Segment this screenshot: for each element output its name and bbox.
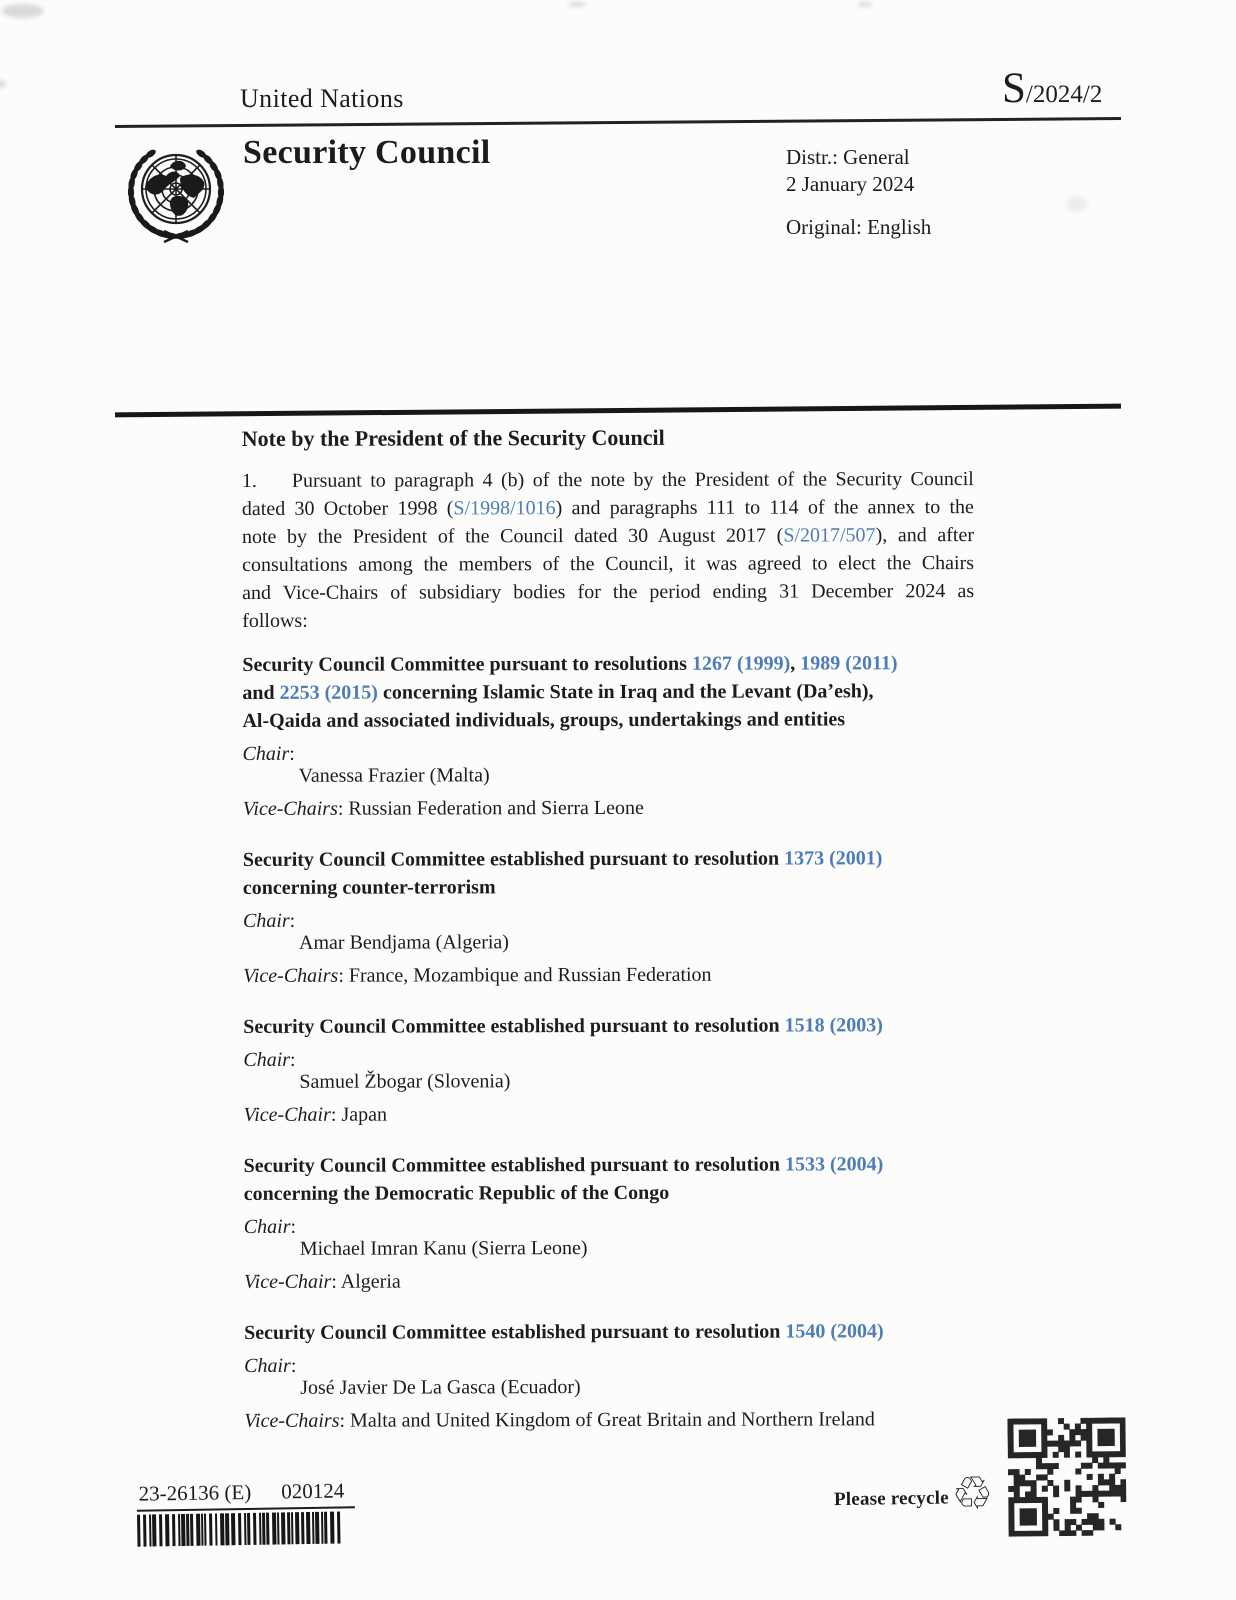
- text-run: Security Council Committee established pursuant to resolution: [243, 1153, 785, 1177]
- paragraph-line: [242, 521, 974, 551]
- org-name: United Nations: [240, 84, 404, 113]
- barcode-bar: [315, 1512, 320, 1544]
- chair-label-text: Chair: [243, 1215, 291, 1238]
- committee-heading-line: [242, 705, 962, 735]
- resolution-link[interactable]: 1989 (2011): [800, 652, 898, 675]
- barcode-bar: [196, 1514, 201, 1546]
- resolution-link[interactable]: S/1998/1016: [453, 497, 556, 520]
- barcode-bar: [247, 1513, 251, 1545]
- note-title: Note by the President of the Security Council: [241, 424, 665, 451]
- chair-label-text: Chair: [243, 1048, 291, 1071]
- barcode-bar: [159, 1514, 163, 1546]
- barcode-bar: [225, 1513, 230, 1545]
- barcode-bar: [190, 1514, 194, 1546]
- please-recycle-label: Please recycle: [833, 1487, 949, 1511]
- barcode-bar: [287, 1512, 291, 1544]
- vice-chairs-label: Vice-Chairs: [244, 1409, 340, 1432]
- committee-heading: [244, 1317, 964, 1347]
- chair-name: Samuel Žbogar (Slovenia): [299, 1070, 511, 1093]
- committee-section: [244, 1317, 980, 1432]
- vice-chairs-row: [243, 796, 979, 820]
- barcode-bar: [231, 1513, 236, 1545]
- vice-chairs-row: [244, 1408, 980, 1432]
- vice-chairs-value: : France, Mozambique and Russian Federation: [338, 963, 712, 987]
- committee-heading-line: [244, 1150, 964, 1180]
- resolution-link[interactable]: S/2017/507: [783, 524, 876, 547]
- paragraph-line: [242, 577, 974, 607]
- text-run: concerning Islamic State in Iraq and the Levant (Da’esh),: [377, 680, 874, 704]
- committee-heading: [242, 649, 962, 735]
- text-run: concerning counter-terrorism: [242, 876, 496, 899]
- print-date-code: 020124: [281, 1478, 345, 1504]
- barcode-bar: [337, 1512, 341, 1544]
- committee-heading-line: [242, 649, 962, 679]
- vice-chairs-label: Vice-Chairs: [242, 797, 338, 820]
- vice-chairs-value: : Algeria: [331, 1270, 401, 1293]
- separator-rule: [115, 404, 1121, 418]
- organ-name: Security Council: [243, 134, 491, 171]
- paragraph-line: [242, 605, 974, 635]
- text-run: Security Council Committee established pursuant to resolution: [243, 1014, 785, 1038]
- recycle-group: [833, 1465, 994, 1521]
- scan-smudge: [1066, 196, 1088, 212]
- chair-label: Chair:: [242, 909, 296, 932]
- resolution-link[interactable]: 1540 (2004): [785, 1320, 884, 1343]
- resolution-link[interactable]: 2253 (2015): [279, 681, 378, 704]
- barcode-bar: [291, 1512, 294, 1544]
- un-emblem-icon: [114, 127, 238, 253]
- resolution-link[interactable]: 1533 (2004): [784, 1153, 884, 1176]
- vice-chairs-value: : Japan: [330, 1103, 388, 1126]
- main-content: [242, 423, 981, 1432]
- chair-name: Amar Bendjama (Algeria): [299, 931, 509, 954]
- text-run: ), and after: [875, 524, 975, 547]
- vice-chairs-row: [243, 1102, 979, 1126]
- original-line: Original: English: [786, 215, 932, 239]
- barcode-bar: [186, 1514, 190, 1546]
- text-run: note by the President of the Council dated 30 August 2017 (: [241, 524, 784, 548]
- barcode-bar: [306, 1512, 311, 1544]
- doc-symbol-number: /2024/2: [1025, 81, 1103, 108]
- text-run: concerning the Democratic Republic of the Congo: [243, 1181, 670, 1205]
- chair-label: Chair:: [244, 1354, 297, 1377]
- committee-heading-line: [243, 872, 963, 902]
- text-run: follows:: [242, 609, 308, 632]
- paragraph-line: [242, 493, 974, 523]
- committee-heading: [243, 1011, 963, 1041]
- barcode-bar: [253, 1513, 257, 1545]
- committee-heading-line: [243, 844, 963, 874]
- barcode-bar: [281, 1512, 286, 1544]
- committee-section: [242, 649, 978, 820]
- barcode-bar: [324, 1512, 328, 1544]
- chair-name: José Javier De La Gasca (Ecuador): [300, 1376, 581, 1399]
- committee-heading-line: [244, 1178, 964, 1208]
- barcode-bar: [266, 1513, 270, 1545]
- vice-chairs-label: Vice-Chair: [243, 1103, 331, 1126]
- barcode-bar: [220, 1513, 225, 1545]
- resolution-link[interactable]: 1267 (1999): [691, 652, 791, 675]
- paragraph-1: [242, 465, 974, 635]
- doc-symbol-letter: S: [1002, 65, 1026, 112]
- distr-line: Distr.: General: [786, 145, 910, 169]
- distr-block: [786, 144, 914, 198]
- vice-chairs-label: Vice-Chairs: [243, 964, 339, 987]
- barcode-bar: [215, 1513, 218, 1545]
- barcode-bar: [272, 1513, 277, 1545]
- barcode-bar: [209, 1514, 213, 1546]
- text-run: Security Council Committee established pursuant to resolution: [242, 847, 785, 871]
- text-run: Pursuant to paragraph 4 (b) of the note by the President of the Security Council: [291, 468, 974, 492]
- committee-section: [243, 844, 979, 987]
- barcode-bar: [277, 1512, 280, 1544]
- recycle-icon: ♲: [951, 1465, 994, 1521]
- committee-section: [244, 1150, 980, 1293]
- text-run: and: [242, 681, 280, 704]
- scan-smudge: [2, 4, 44, 18]
- paragraph-number: 1.: [241, 469, 257, 492]
- barcode-bar: [262, 1513, 266, 1545]
- paragraph-line: [242, 549, 974, 579]
- vice-chairs-row: [244, 1269, 980, 1293]
- text-run: dated 30 October 1998 (: [241, 497, 454, 520]
- barcode-bar: [301, 1512, 305, 1544]
- text-run: consultations among the members of the Council, it was agreed to elect the Chairs: [242, 552, 975, 576]
- barcode-bar: [172, 1514, 176, 1546]
- committee-heading: [244, 1150, 964, 1208]
- chair-label: Chair:: [243, 1048, 296, 1071]
- chair-name: Michael Imran Kanu (Sierra Leone): [299, 1237, 588, 1260]
- barcode-bar: [295, 1512, 300, 1544]
- text-run: ,: [790, 652, 801, 675]
- text-run: ) and paragraphs 111 to 114 of the annex to the: [555, 496, 974, 520]
- resolution-link[interactable]: 1373 (2001): [784, 847, 883, 870]
- committee-section: [243, 1011, 979, 1126]
- vice-chairs-label: Vice-Chair: [243, 1270, 332, 1293]
- text-run: and Vice-Chairs of subsidiary bodies for the period ending 31 December 2024 as: [242, 580, 975, 604]
- barcode-bar: [165, 1514, 170, 1546]
- chair-label-text: Chair: [242, 742, 290, 765]
- doc-symbol: [1002, 64, 1102, 113]
- chair-label: Chair:: [242, 742, 295, 765]
- footer-left: [137, 1478, 356, 1546]
- vice-chairs-row: [243, 963, 979, 987]
- qr-code: [1007, 1417, 1126, 1536]
- resolution-link[interactable]: 1518 (2003): [784, 1014, 883, 1037]
- barcode: [137, 1511, 355, 1546]
- barcode-bar: [143, 1515, 147, 1547]
- chair-label: Chair:: [243, 1215, 297, 1238]
- scan-smudge: [568, 2, 586, 7]
- barcode-bar: [238, 1513, 242, 1545]
- paragraph-line: [242, 465, 974, 495]
- barcode-bar: [181, 1514, 186, 1546]
- chair-label-text: Chair: [242, 909, 290, 932]
- job-number: 23-26136 (E): [138, 1479, 252, 1506]
- vice-chairs-value: : Russian Federation and Sierra Leone: [337, 796, 644, 820]
- scan-smudge: [0, 80, 6, 88]
- header-rule: [115, 117, 1121, 127]
- text-run: Security Council Committee established pursuant to resolution: [244, 1320, 786, 1344]
- chair-name: Vanessa Frazier (Malta): [298, 764, 490, 787]
- committee-heading-line: [243, 1011, 963, 1041]
- job-number-line: [137, 1478, 355, 1511]
- barcode-bar: [330, 1512, 335, 1544]
- committee-list: [242, 649, 980, 1432]
- barcode-bar: [152, 1514, 157, 1546]
- date-line: 2 January 2024: [786, 172, 915, 196]
- scan-smudge: [858, 2, 872, 7]
- barcode-bar: [137, 1515, 141, 1547]
- vice-chairs-value: : Malta and United Kingdom of Great Britain and Northern Ireland: [339, 1408, 875, 1432]
- barcode-bar: [204, 1514, 207, 1546]
- committee-heading-line: [242, 677, 962, 707]
- text-run: Security Council Committee pursuant to resolutions: [242, 652, 692, 676]
- committee-heading-line: [244, 1317, 964, 1347]
- committee-heading: [243, 844, 963, 902]
- text-run: Al-Qaida and associated individuals, groups, undertakings and entities: [242, 708, 846, 732]
- chair-label-text: Chair: [244, 1354, 291, 1377]
